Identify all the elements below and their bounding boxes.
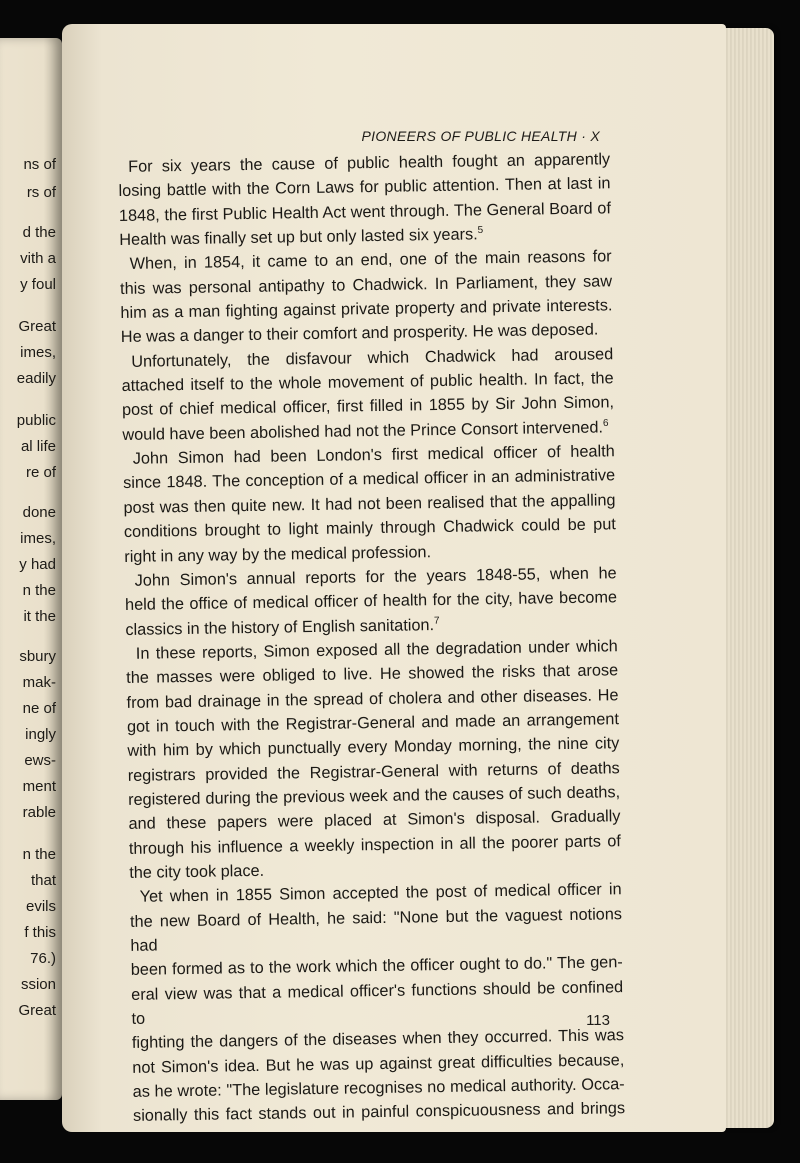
footnote-marker: 7	[433, 615, 440, 627]
left-page-line: imes,	[20, 344, 56, 361]
line-text: through his influence a weekly inspection in all the poorer parts of	[128, 831, 621, 858]
line-text: registrars provided the Registrar-General with returns of deaths	[127, 758, 620, 785]
paragraph	[123, 439, 617, 568]
line-text: When, in 1854, it came to an end, one of the main reasons for	[129, 247, 612, 274]
line-text: In these reports, Simon exposed all the degradation under which	[135, 637, 618, 663]
left-page-line: public	[16, 412, 56, 429]
line-text: since 1848. The conception of a medical officer in an administrative	[123, 466, 616, 493]
paragraph	[125, 561, 618, 642]
line-text: For six years the cause of public health fought an apparently	[128, 150, 611, 176]
line-text: and these papers were placed at Simon's disposal. Gradually	[128, 807, 621, 834]
line-text: this was personal antipathy to Chadwick. In Parliament, they saw	[119, 271, 613, 298]
paragraph	[118, 147, 611, 252]
left-page-line: d the	[22, 224, 56, 241]
line-text: not Simon's idea. But he was up against great difficulties because,	[132, 1050, 625, 1077]
line-text: John Simon's annual reports for the years 1848-55, when he	[134, 564, 617, 590]
left-page-line: that	[30, 872, 56, 889]
running-header: PIONEERS OF PUBLIC HEALTH · X	[361, 128, 600, 144]
left-page-line: sbury	[19, 648, 56, 665]
left-page-line: ment	[22, 778, 56, 795]
line-text: eral view was that a medical officer's functions should be confined to	[131, 977, 624, 1028]
left-page-line: imes,	[20, 530, 56, 547]
line-text: classics in the history of English sanitation.	[125, 615, 435, 639]
left-page-line: ingly	[25, 726, 56, 743]
line-text: held the office of medical officer of health for the city, have become	[124, 588, 618, 615]
left-page	[0, 38, 62, 1100]
line-text: got in touch with the Registrar-General and made an arrangement	[126, 710, 620, 736]
left-page-line: vith a	[20, 250, 56, 267]
left-page-line: y had	[19, 556, 56, 573]
page-number: 113	[586, 1012, 610, 1029]
line-text: him as a man fighting against private property and private interests.	[120, 296, 613, 323]
line-text: John Simon had been London's first medical officer of health	[132, 442, 615, 468]
footnote-marker: 5	[477, 224, 484, 236]
left-page-line: ns of	[23, 156, 56, 173]
line-text: the city took place.	[129, 861, 265, 882]
left-page-line: ews-	[24, 752, 56, 769]
line-text: fighting the dangers of the diseases when they occurred. This was	[131, 1026, 625, 1053]
left-page-line: y foul	[20, 276, 56, 293]
left-page-line: 76.)	[30, 950, 56, 967]
line-text: the new Board of Health, he said: "None but the vaguest notions had	[129, 904, 623, 955]
left-page-line: re of	[25, 464, 56, 481]
left-page-line: Great	[18, 318, 56, 335]
paragraph	[121, 342, 614, 447]
line-text: Yet when in 1855 Simon accepted the post of medical officer in	[139, 880, 622, 907]
line-text: would have been abolished had not the Prince Consort intervened.	[122, 418, 604, 444]
text-line	[131, 975, 624, 1031]
line-text: Unfortunately, the disfavour which Chadwick had aroused	[131, 344, 614, 371]
left-page-line: it the	[23, 608, 56, 625]
line-text: right in any way by the medical profession.	[124, 542, 432, 566]
paragraph	[120, 245, 613, 350]
body-text	[118, 147, 625, 1128]
left-page-line: rable	[22, 804, 56, 821]
left-page-line: mak-	[22, 674, 56, 691]
line-text: as he wrote: "The legislature recognises no medical authority. Occa-	[132, 1075, 625, 1101]
left-page-line: rs of	[26, 184, 56, 201]
left-page-line: al life	[20, 438, 56, 455]
line-text: He was a danger to their comfort and prosperity. He was deposed.	[120, 320, 599, 347]
left-page-line: f this	[24, 924, 56, 941]
line-text: sionally this fact stands out in painful conspicuousness and brings	[132, 1099, 626, 1126]
line-text: post of chief medical officer, first filled in 1855 by Sir John Simon,	[121, 393, 615, 420]
line-text: from bad drainage in the spread of cholera and other diseases. He	[126, 685, 619, 712]
line-text: attached itself to the whole movement of public health. In fact, the	[121, 369, 614, 396]
left-page-line: done	[22, 504, 56, 521]
text-line	[130, 902, 623, 958]
left-page-line: n the	[22, 846, 56, 863]
line-text: losing battle with the Corn Laws for public attention. Then at last in	[118, 174, 611, 201]
left-page-line: eadily	[16, 370, 56, 387]
paragraph	[126, 634, 622, 885]
footnote-marker: 6	[602, 417, 609, 429]
line-text: post was then quite new. It had not been realised that the appalling	[123, 491, 616, 517]
left-page-line: evils	[25, 898, 56, 915]
line-text: conditions brought to light mainly through Chadwick could be put	[123, 515, 617, 542]
left-page-line: n the	[22, 582, 56, 599]
line-text: with him by which punctually every Monday morning, the nine city	[127, 734, 620, 761]
line-text: Health was finally set up but only lasted six years.	[119, 225, 478, 250]
line-text: registered during the previous week and the causes of such deaths,	[127, 783, 621, 809]
line-text: the masses were obliged to live. He showed the risks that arose	[126, 661, 619, 688]
paragraph	[129, 877, 625, 1128]
line-text: been formed as to the work which the officer ought to do." The gen-	[130, 953, 623, 980]
left-page-line: Great	[18, 1002, 56, 1019]
left-page-line: ne of	[22, 700, 56, 717]
line-text: 1848, the first Public Health Act went through. The General Board of	[118, 198, 612, 225]
left-page-line: ssion	[20, 976, 56, 993]
